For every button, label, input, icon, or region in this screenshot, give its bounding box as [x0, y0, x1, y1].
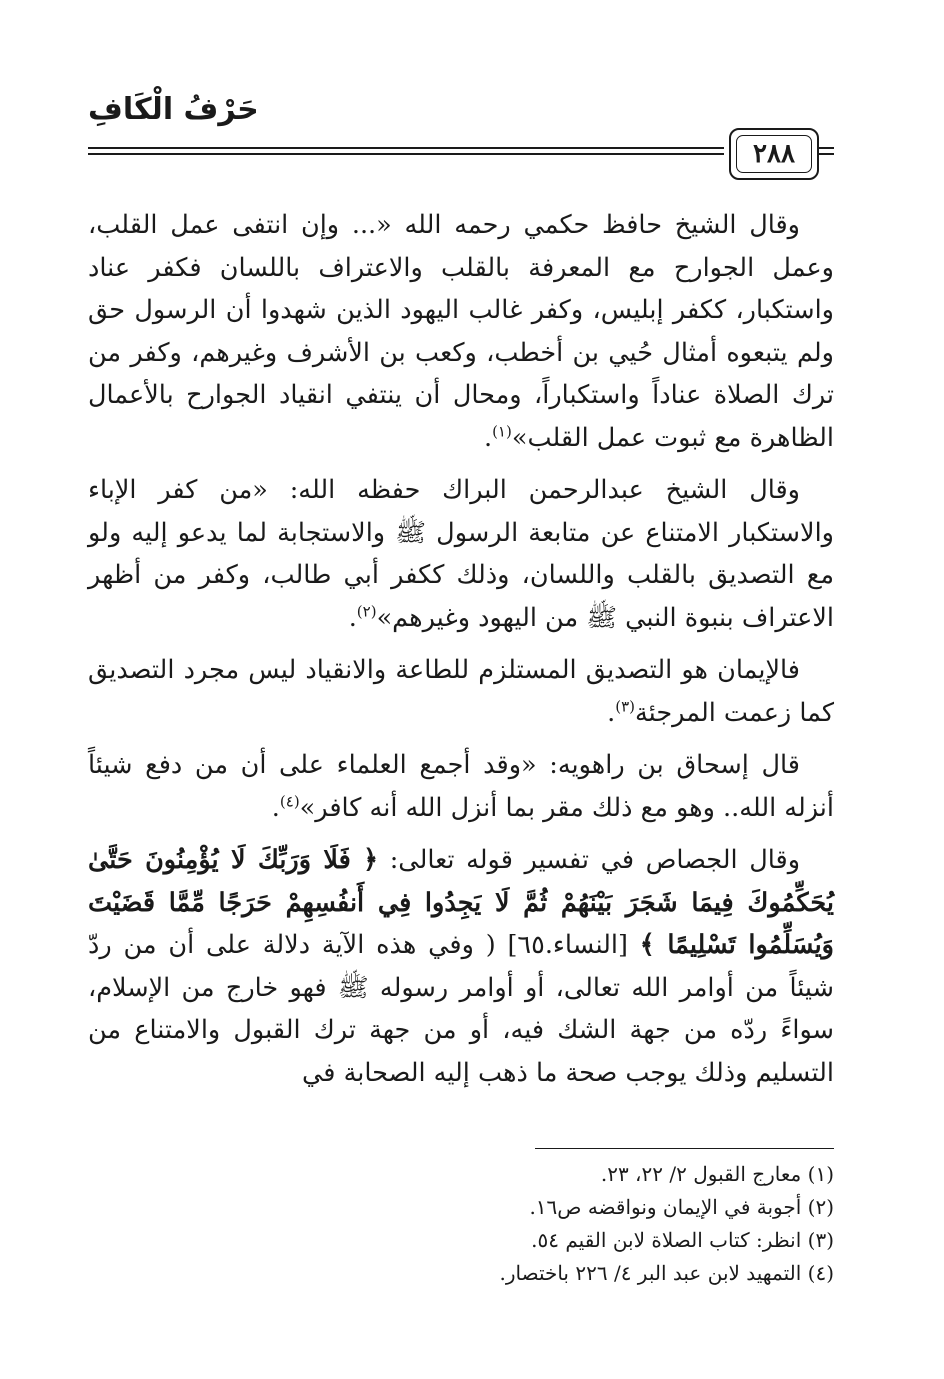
paragraph-2: وقال الشيخ عبدالرحمن البراك حفظه الله: «من كفر الإباء والاستكبار الامتناع عن متابعة الرسول ﷺ والاستجابة لما يدعو إليه ولو مع التصديق بالقلب واللسان، وذلك ككفر أبي طالب، وكفر من أظهر الاعتراف بنبوة النبي ﷺ من اليهود وغيرهم»$^{(٢)}$.: [88, 475, 834, 633]
header-rule-bottom: [88, 153, 724, 158]
footnote-1: (١) معارج القبول ٢/ ٢٢، ٢٣.: [600, 1162, 834, 1186]
paragraph-3: فالإيمان هو التصديق المستلزم للطاعة والانقياد ليس مجرد التصديق كما زعمت المرجئة$^{(٣)}$.: [88, 655, 834, 728]
paragraph-1-text: وقال الشيخ حافظ حكمي رحمه الله «... وإن انتفى عمل القلب، وعمل الجوارح مع المعرفة بالقلب والاعتراف باللسان فكفر عناد واستكبار، ككفر إبليس، وكفر غالب اليهود الذين شهدوا أن الرسول حق ولم يتبعوه أمثال حُيي بن أخطب، وكعب بن الأشرف وغيرهم، وكفر من ترك الصلاة عناداً واستكباراً، ومحال أن ينتفي انقياد الجوارح بالأعمال الظاهرة مع ثبوت عمل القلب»: [88, 210, 834, 453]
footnote-ref-3: (٣): [615, 697, 636, 715]
paragraph-1: وقال الشيخ حافظ حكمي رحمه الله «... وإن انتفى عمل القلب، وعمل الجوارح مع المعرفة بالقلب والاعتراف باللسان فكفر عناد واستكبار، ككفر إبليس، وكفر غالب اليهود الذين شهدوا أن الرسول حق ولم يتبعوه أمثال حُيي بن أخطب، وكعب بن الأشرف وغيرهم، وكفر من ترك الصلاة عناداً واستكباراً، ومحال أن ينتفي انقياد الجوارح بالأعمال الظاهرة مع ثبوت عمل القلب»$^{(١)}$.: [88, 210, 834, 453]
page-number-frame: [729, 128, 819, 180]
paragraph-5: [88, 839, 834, 1094]
footnote-4: (٤) التمهيد لابن عبد البر ٤/ ٢٢٦ باختصار.: [499, 1261, 834, 1285]
paragraph-2-text: وقال الشيخ عبدالرحمن البراك حفظه الله: «من كفر الإباء والاستكبار الامتناع عن متابعة الرسول ﷺ والاستجابة لما يدعو إليه ولو مع التصديق بالقلب واللسان، وذلك ككفر أبي طالب، وكفر من أظهر الاعتراف بنبوة النبي ﷺ من اليهود وغيرهم»: [88, 475, 834, 633]
page-number: ٢٨٨: [736, 135, 812, 173]
footnote-ref-2: (٢): [356, 602, 377, 620]
header-rule-right-top: [818, 147, 834, 149]
paragraph-5-intro: وقال الجصاص في تفسير قوله تعالى:: [389, 845, 801, 875]
paragraph-4: قال إسحاق بن راهويه: «وقد أجمع العلماء على أن من دفع شيئاً أنزله الله.. وهو مع ذلك مقر بما أنزل الله أنه كافر»$^{(٤)}$.: [88, 750, 834, 823]
footnotes: [300, 1158, 834, 1290]
main-text: [88, 204, 834, 1104]
paragraph-4-text: قال إسحاق بن راهويه: «وقد أجمع العلماء على أن من دفع شيئاً أنزله الله.. وهو مع ذلك مقر بما أنزل الله أنه كافر»: [88, 750, 834, 823]
paragraph-3-text: فالإيمان هو التصديق المستلزم للطاعة والانقياد ليس مجرد التصديق كما زعمت المرجئة: [88, 655, 834, 728]
footnote-ref-1: (١): [492, 422, 512, 440]
footnote-2: (٢) أجوبة في الإيمان ونواقضه ص١٦.: [529, 1195, 834, 1219]
header-rule-top: [88, 147, 724, 152]
paragraph-5-rest: [النساء.٦٥] ( وفي هذه الآية دلالة على أن من ردّ شيئاً من أوامر الله تعالى، أو أوامر رسوله ﷺ فهو خارج من الإسلام، سواءً ردّه من جهة الشك فيه، أو من جهة ترك القبول والامتناع من التسليم وذلك يوجب صحة ما ذهب إليه الصحابة في: [88, 930, 834, 1088]
quran-verse: ﴿ فَلَا وَرَبِّكَ لَا يُؤْمِنُونَ حَتَّىٰ يُحَكِّمُوكَ فِيمَا شَجَرَ بَيْنَهُمْ ثُمَّ لَا يَجِدُوا فِي أَنفُسِهِمْ حَرَجًا مِّمَّا قَضَيْتَ وَيُسَلِّمُوا تَسْلِيمًا ﴾: [88, 845, 835, 960]
footnote-separator: [535, 1148, 834, 1149]
running-header-title: حَرْفُ الْكَافِ: [88, 92, 259, 127]
footnote-ref-4: (٤): [279, 792, 300, 810]
header-rule-right-bottom: [818, 153, 834, 155]
footnote-3: (٣) انظر: كتاب الصلاة لابن القيم ٥٤.: [531, 1228, 834, 1252]
